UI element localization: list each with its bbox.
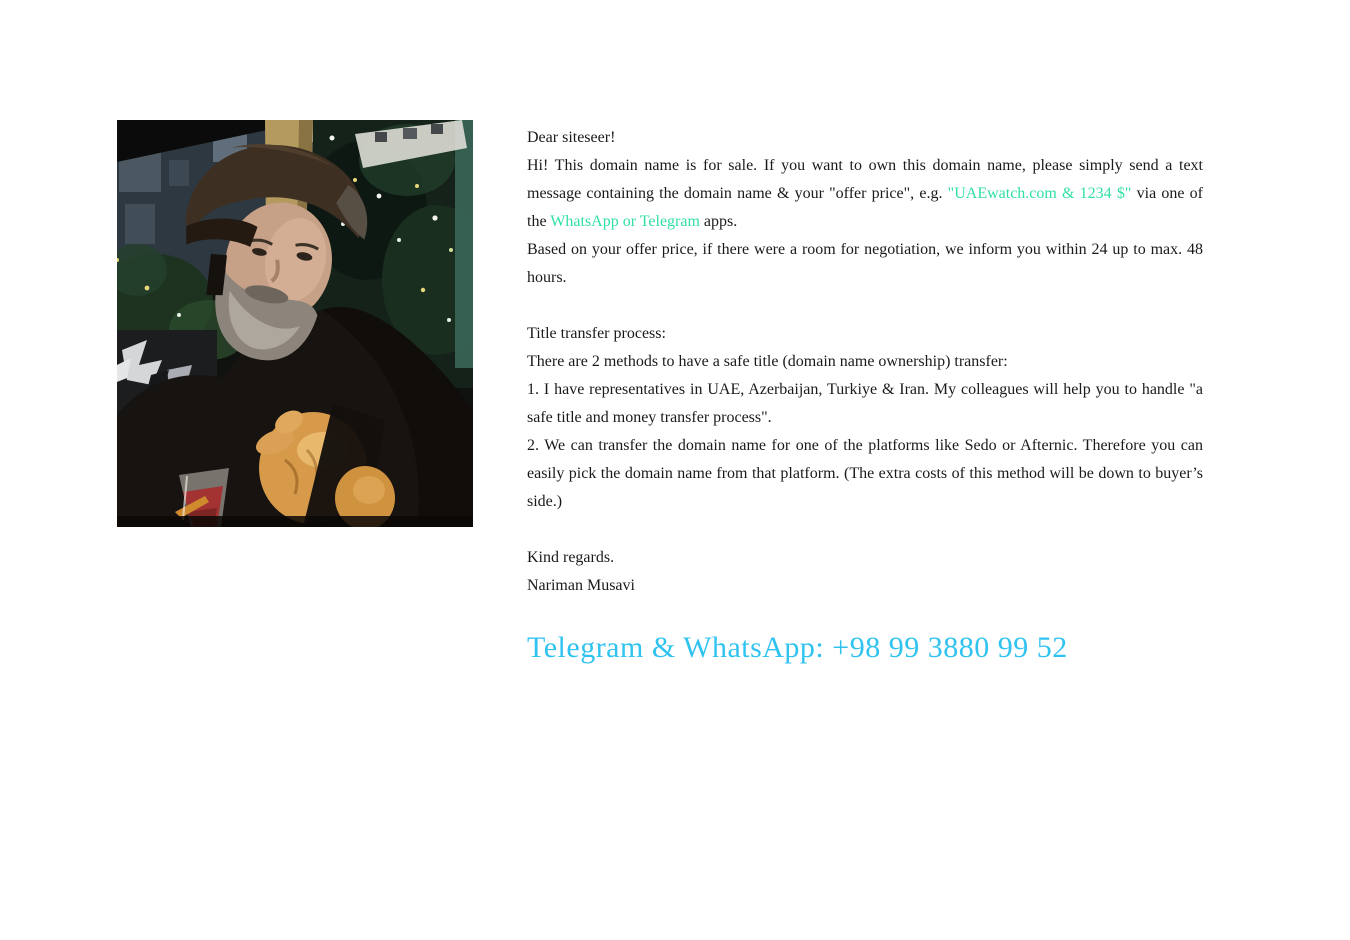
- offer-paragraph: [527, 152, 1203, 236]
- photo-vignette: [117, 516, 473, 527]
- contact-heading[interactable]: Telegram & WhatsApp: +98 99 3880 99 52: [527, 631, 1068, 664]
- transfer-intro: There are 2 methods to have a safe title (domain name ownership) transfer:: [527, 353, 1008, 370]
- negotiation-paragraph: Based on your offer price, if there were a room for negotiation, we inform you within 24 up to max. 48 hours.: [527, 241, 1203, 286]
- example-offer-highlight: "UAEwatch.com & 1234 $": [947, 185, 1132, 202]
- signature: Nariman Musavi: [527, 577, 635, 594]
- profile-photo: [117, 120, 473, 527]
- offer-text-3: apps.: [699, 213, 738, 230]
- closing: Kind regards.: [527, 549, 615, 566]
- whatsapp-telegram-highlight[interactable]: WhatsApp or Telegram: [550, 213, 700, 230]
- letter-body: [527, 124, 1203, 666]
- transfer-method-2: 2. We can transfer the domain name for one of the platforms like Sedo or Afternic. Therefore you can easily pick the domain name from that platform. (The extra costs of this method will be down to buyer’s side.): [527, 437, 1203, 510]
- paragraph-gap: [527, 292, 1203, 320]
- offer-text-2: via one of the: [527, 185, 1204, 230]
- paragraph-gap: [527, 516, 1203, 544]
- transfer-title: Title transfer process:: [527, 325, 666, 342]
- transfer-method-1: 1. I have representatives in UAE, Azerbaijan, Turkiye & Iran. My colleagues will help you to handle "a safe title and money transfer process".: [527, 381, 1203, 426]
- greeting: Dear siteseer!: [527, 129, 616, 146]
- offer-text-1: Hi! This domain name is for sale. If you want to own this domain name, please simply send a text message containing the domain name & your "offer price", e.g.: [527, 157, 1203, 202]
- profile-photo-illustration: [117, 120, 473, 527]
